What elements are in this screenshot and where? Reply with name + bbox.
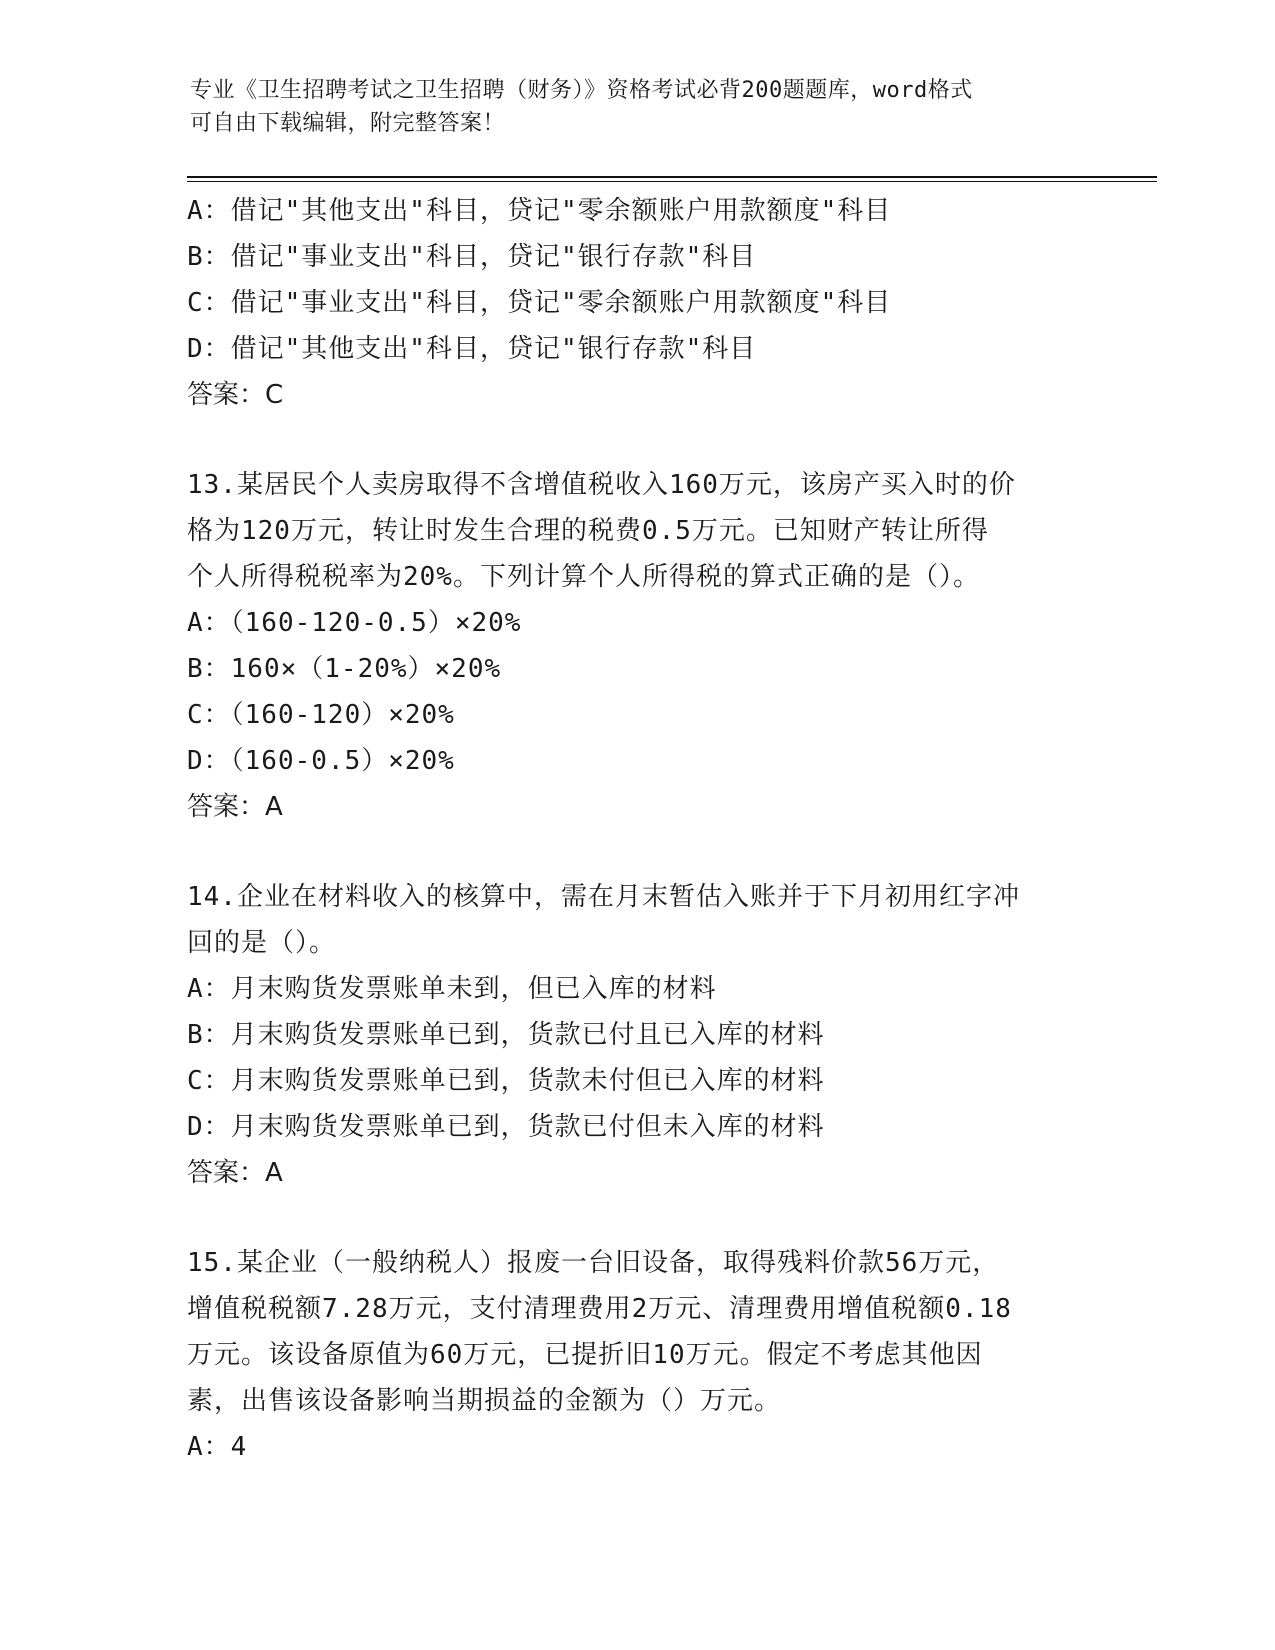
question-stem-line: 回的是（）。 — [187, 928, 337, 958]
option-a: A：借记"其他支出"科目，贷记"零余额账户用款额度"科目 — [187, 196, 892, 226]
option-a: A：4 — [187, 1432, 248, 1462]
option-b: B：160×（1-20%）×20% — [187, 654, 502, 684]
question-block-13 — [187, 462, 1087, 830]
option-d: D：借记"其他支出"科目，贷记"银行存款"科目 — [187, 334, 757, 364]
question-stem-line: 个人所得税税率为20%。下列计算个人所得税的算式正确的是（）。 — [187, 562, 980, 592]
option-c: C：（160-120）×20% — [187, 700, 455, 730]
header-line-1: 专业《卫生招聘考试之卫生招聘（财务）》资格考试必背200题题库，word格式 — [190, 78, 973, 103]
question-block-12 — [187, 188, 1087, 418]
option-a: A：月末购货发票账单未到，但已入库的材料 — [187, 974, 717, 1004]
option-d: D：（160-0.5）×20% — [187, 746, 455, 776]
option-c: C：借记"事业支出"科目，贷记"零余额账户用款额度"科目 — [187, 288, 892, 318]
question-stem-line: 格为120万元，转让时发生合理的税费0.5万元。已知财产转让所得 — [187, 516, 989, 546]
option-b: B：借记"事业支出"科目，贷记"银行存款"科目 — [187, 242, 757, 272]
question-stem-line: 增值税税额7.28万元，支付清理费用2万元、清理费用增值税额0.18 — [187, 1294, 1012, 1324]
question-stem-line: 13.某居民个人卖房取得不含增值税收入160万元，该房产买入时的价 — [187, 470, 1016, 500]
header-line-2: 可自由下载编辑，附完整答案！ — [190, 111, 506, 136]
question-stem-line: 15.某企业（一般纳税人）报废一台旧设备，取得残料价款56万元， — [187, 1248, 1000, 1278]
question-stem-line: 素，出售该设备影响当期损益的金额为（）万元。 — [187, 1386, 782, 1416]
option-a: A：（160-120-0.5）×20% — [187, 608, 522, 638]
header-divider-thin — [187, 181, 1157, 182]
option-d: D：月末购货发票账单已到，货款已付但未入库的材料 — [187, 1112, 825, 1142]
question-block-15 — [187, 1240, 1087, 1470]
answer-line: 答案：A — [187, 1158, 283, 1188]
header-divider-thick — [187, 176, 1157, 178]
question-stem-line: 万元。该设备原值为60万元，已提折旧10万元。假定不考虑其他因 — [187, 1340, 983, 1370]
question-stem-line: 14.企业在材料收入的核算中，需在月末暂估入账并于下月初用红字冲 — [187, 882, 1020, 912]
option-b: B：月末购货发票账单已到，货款已付且已入库的材料 — [187, 1020, 825, 1050]
option-c: C：月末购货发票账单已到，货款未付但已入库的材料 — [187, 1066, 825, 1096]
answer-line: 答案：A — [187, 792, 283, 822]
question-list — [187, 188, 1087, 1470]
question-block-14 — [187, 874, 1087, 1196]
answer-line: 答案：C — [187, 380, 284, 410]
document-header — [190, 74, 1090, 140]
